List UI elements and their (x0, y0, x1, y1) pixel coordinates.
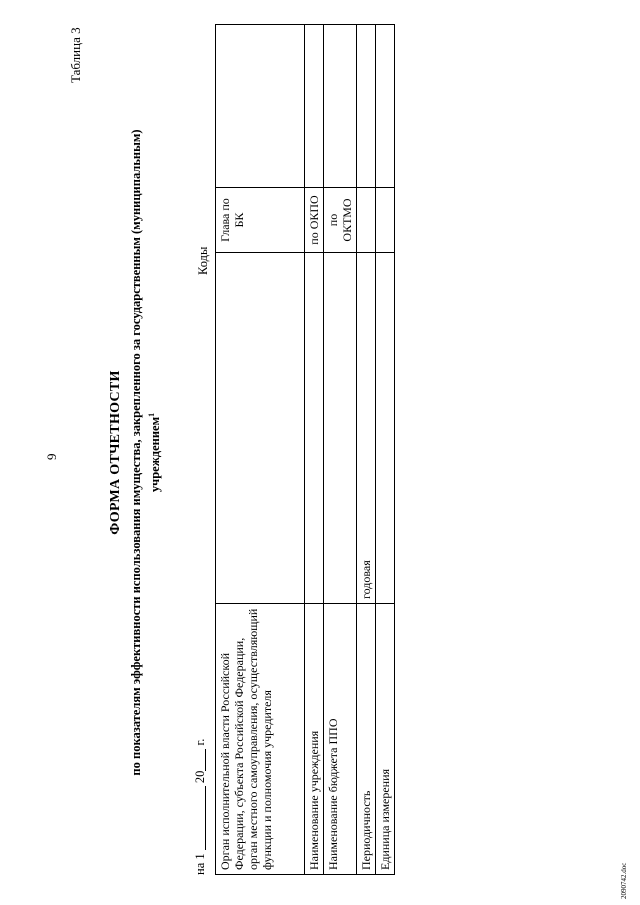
code-value[interactable] (324, 25, 357, 188)
row-value[interactable] (324, 253, 357, 604)
row-label: Наименование бюджета ППО (324, 604, 357, 875)
table-row (305, 25, 324, 875)
code-value[interactable] (357, 25, 376, 188)
code-kind (376, 188, 395, 253)
code-value[interactable] (305, 25, 324, 188)
code-kind: Глава по БК (216, 188, 305, 253)
row-label: Орган исполнительной власти Российской Федерации, субъекта Российской Федерации, орган местного самоуправления, осуществляющий функции и полномочия учредителя (216, 604, 305, 875)
code-value[interactable] (376, 25, 395, 188)
form-title: ФОРМА ОТЧЕТНОСТИ (108, 370, 123, 535)
row-value[interactable] (305, 253, 324, 604)
code-kind: по ОКТМО (324, 188, 357, 253)
subtitle-text: учреждением (148, 416, 162, 493)
row-label: Наименование учреждения (305, 604, 324, 875)
footnote-mark: 1 (147, 412, 156, 417)
row-label: Периодичность (357, 604, 376, 875)
table-row (357, 25, 376, 875)
date-prefix: на 1 (193, 853, 207, 875)
day-blank[interactable] (193, 786, 206, 850)
file-footer-note: 2090742.doc (620, 862, 628, 899)
row-label: Единица измерения (376, 604, 395, 875)
date-suffix: г. (193, 738, 207, 746)
row-value[interactable]: годовая (357, 253, 376, 604)
codes-header: Коды (196, 246, 210, 275)
code-value[interactable] (216, 25, 305, 188)
row-value[interactable] (376, 253, 395, 604)
page-number: 9 (44, 453, 59, 460)
year-blank[interactable] (193, 749, 206, 771)
form-subtitle (128, 0, 163, 905)
code-kind: по ОКПО (305, 188, 324, 253)
header-form-table (215, 24, 395, 875)
code-kind (357, 188, 376, 253)
table-row (324, 25, 357, 875)
row-value[interactable] (216, 253, 305, 604)
table-label: Таблица 3 (68, 27, 83, 83)
subtitle-line-1: по показателям эффективности использования имущества, закрепленного за государственным (муниципальным) (129, 129, 143, 776)
subtitle-line-2 (144, 0, 163, 905)
table-row (216, 25, 305, 875)
date-year: 20 (193, 770, 207, 784)
date-line (193, 739, 208, 875)
table-row (376, 25, 395, 875)
